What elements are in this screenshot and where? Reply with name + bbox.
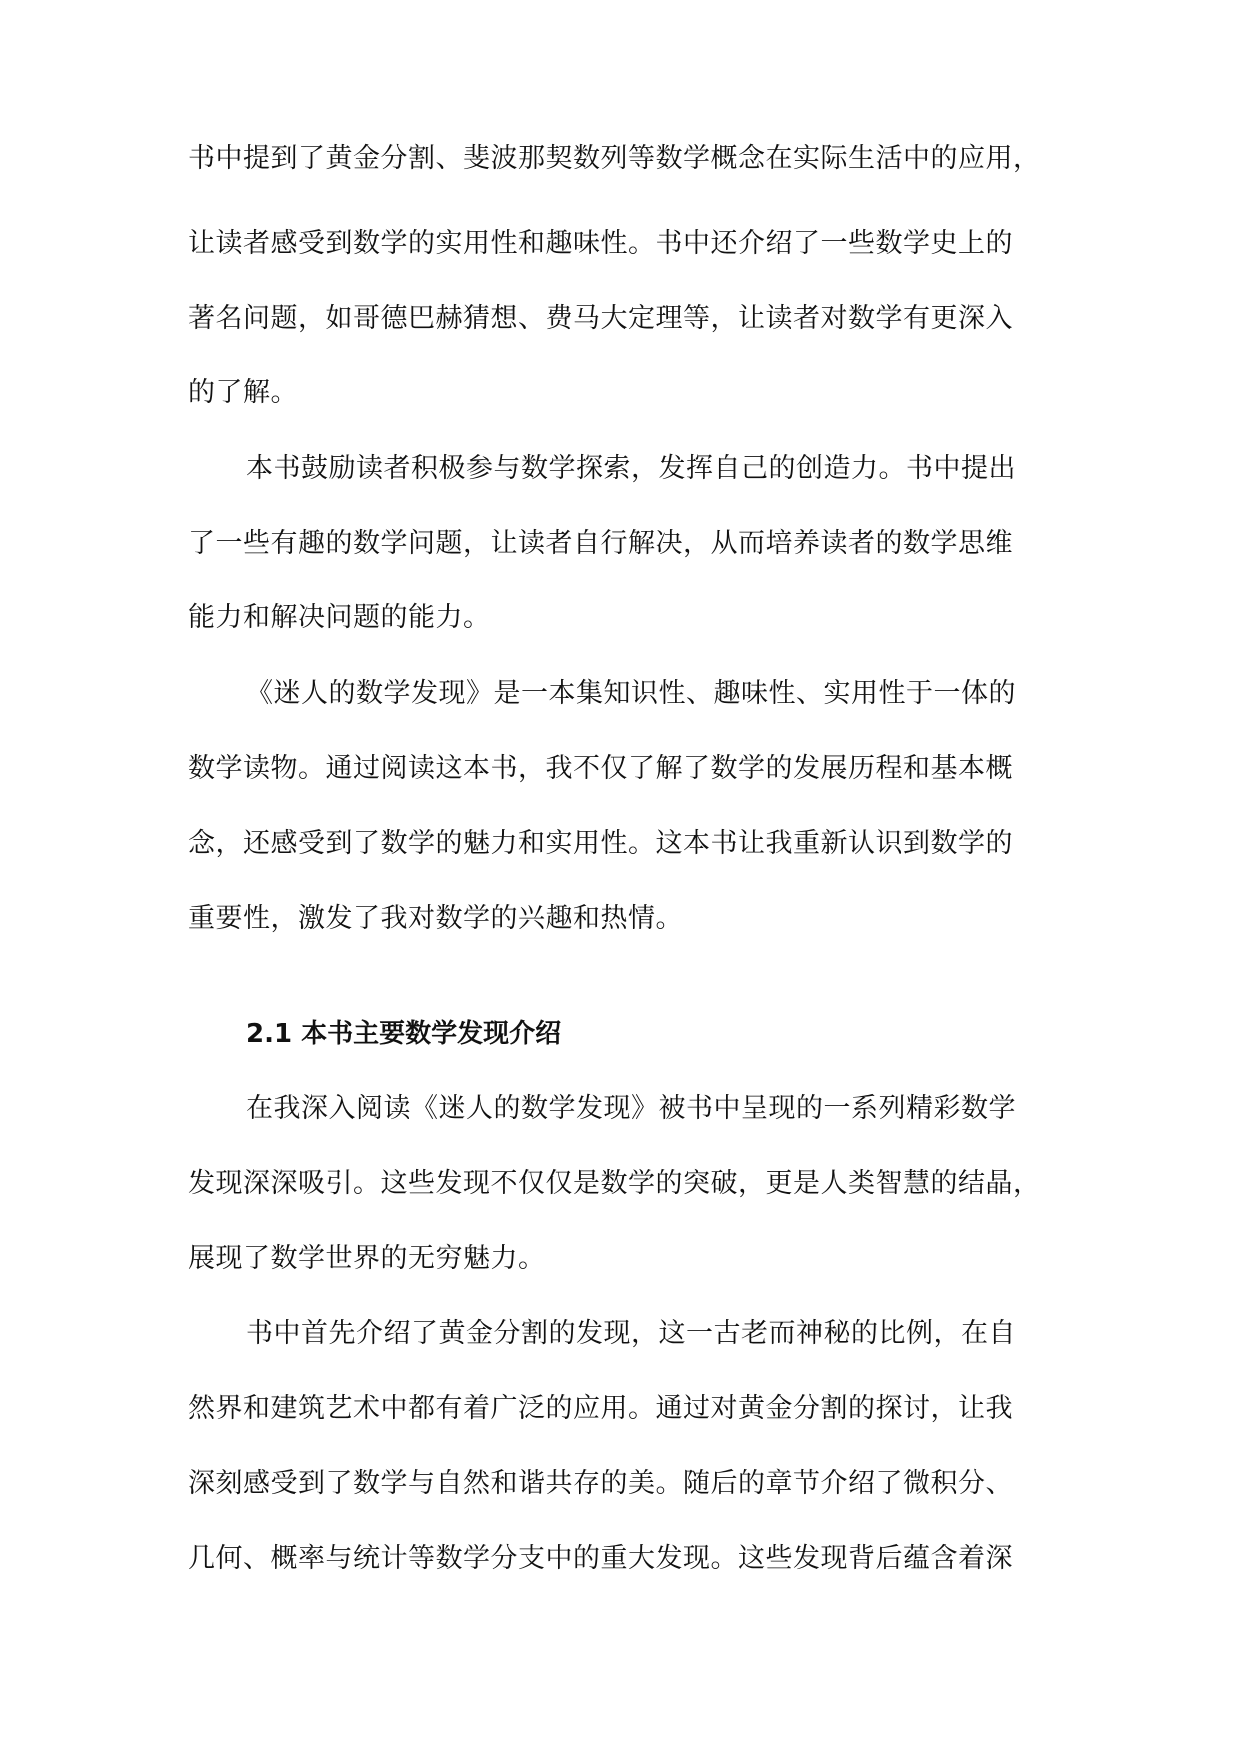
paragraph-2-line-1: 本书鼓励读者积极参与数学探索，发挥自己的创造力。书中提出 <box>246 453 1016 484</box>
paragraph-1-line-1: 书中提到了黄金分割、斐波那契数列等数学概念在实际生活中的应用， <box>188 143 1041 174</box>
paragraph-3-line-3: 念，还感受到了数学的魅力和实用性。这本书让我重新认识到数学的 <box>188 828 1013 859</box>
paragraph-5-line-2: 然界和建筑艺术中都有着广泛的应用。通过对黄金分割的探讨，让我 <box>188 1393 1013 1424</box>
paragraph-1-line-4: 的了解。 <box>188 377 298 408</box>
paragraph-5-line-3: 深刻感受到了数学与自然和谐共存的美。随后的章节介绍了微积分、 <box>188 1468 1013 1499</box>
section-heading: 2.1 本书主要数学发现介绍 <box>246 1019 562 1049</box>
paragraph-2-line-2: 了一些有趣的数学问题，让读者自行解决，从而培养读者的数学思维 <box>188 528 1013 559</box>
paragraph-3-line-4: 重要性，激发了我对数学的兴趣和热情。 <box>188 903 683 934</box>
paragraph-3-line-2: 数学读物。通过阅读这本书，我不仅了解了数学的发展历程和基本概 <box>188 753 1013 784</box>
paragraph-3-line-1: 《迷人的数学发现》是一本集知识性、趣味性、实用性于一体的 <box>246 678 1016 709</box>
paragraph-5-line-1: 书中首先介绍了黄金分割的发现，这一古老而神秘的比例，在自 <box>246 1318 1016 1349</box>
paragraph-5-line-4: 几何、概率与统计等数学分支中的重大发现。这些发现背后蕴含着深 <box>188 1543 1013 1574</box>
paragraph-4-line-1: 在我深入阅读《迷人的数学发现》被书中呈现的一系列精彩数学 <box>246 1093 1016 1124</box>
paragraph-1-line-3: 著名问题，如哥德巴赫猜想、费马大定理等，让读者对数学有更深入 <box>188 303 1013 334</box>
paragraph-4-line-2: 发现深深吸引。这些发现不仅仅是数学的突破，更是人类智慧的结晶， <box>188 1168 1041 1199</box>
paragraph-1-line-2: 让读者感受到数学的实用性和趣味性。书中还介绍了一些数学史上的 <box>188 228 1013 259</box>
paragraph-2-line-3: 能力和解决问题的能力。 <box>188 602 491 633</box>
paragraph-4-line-3: 展现了数学世界的无穷魅力。 <box>188 1243 546 1274</box>
